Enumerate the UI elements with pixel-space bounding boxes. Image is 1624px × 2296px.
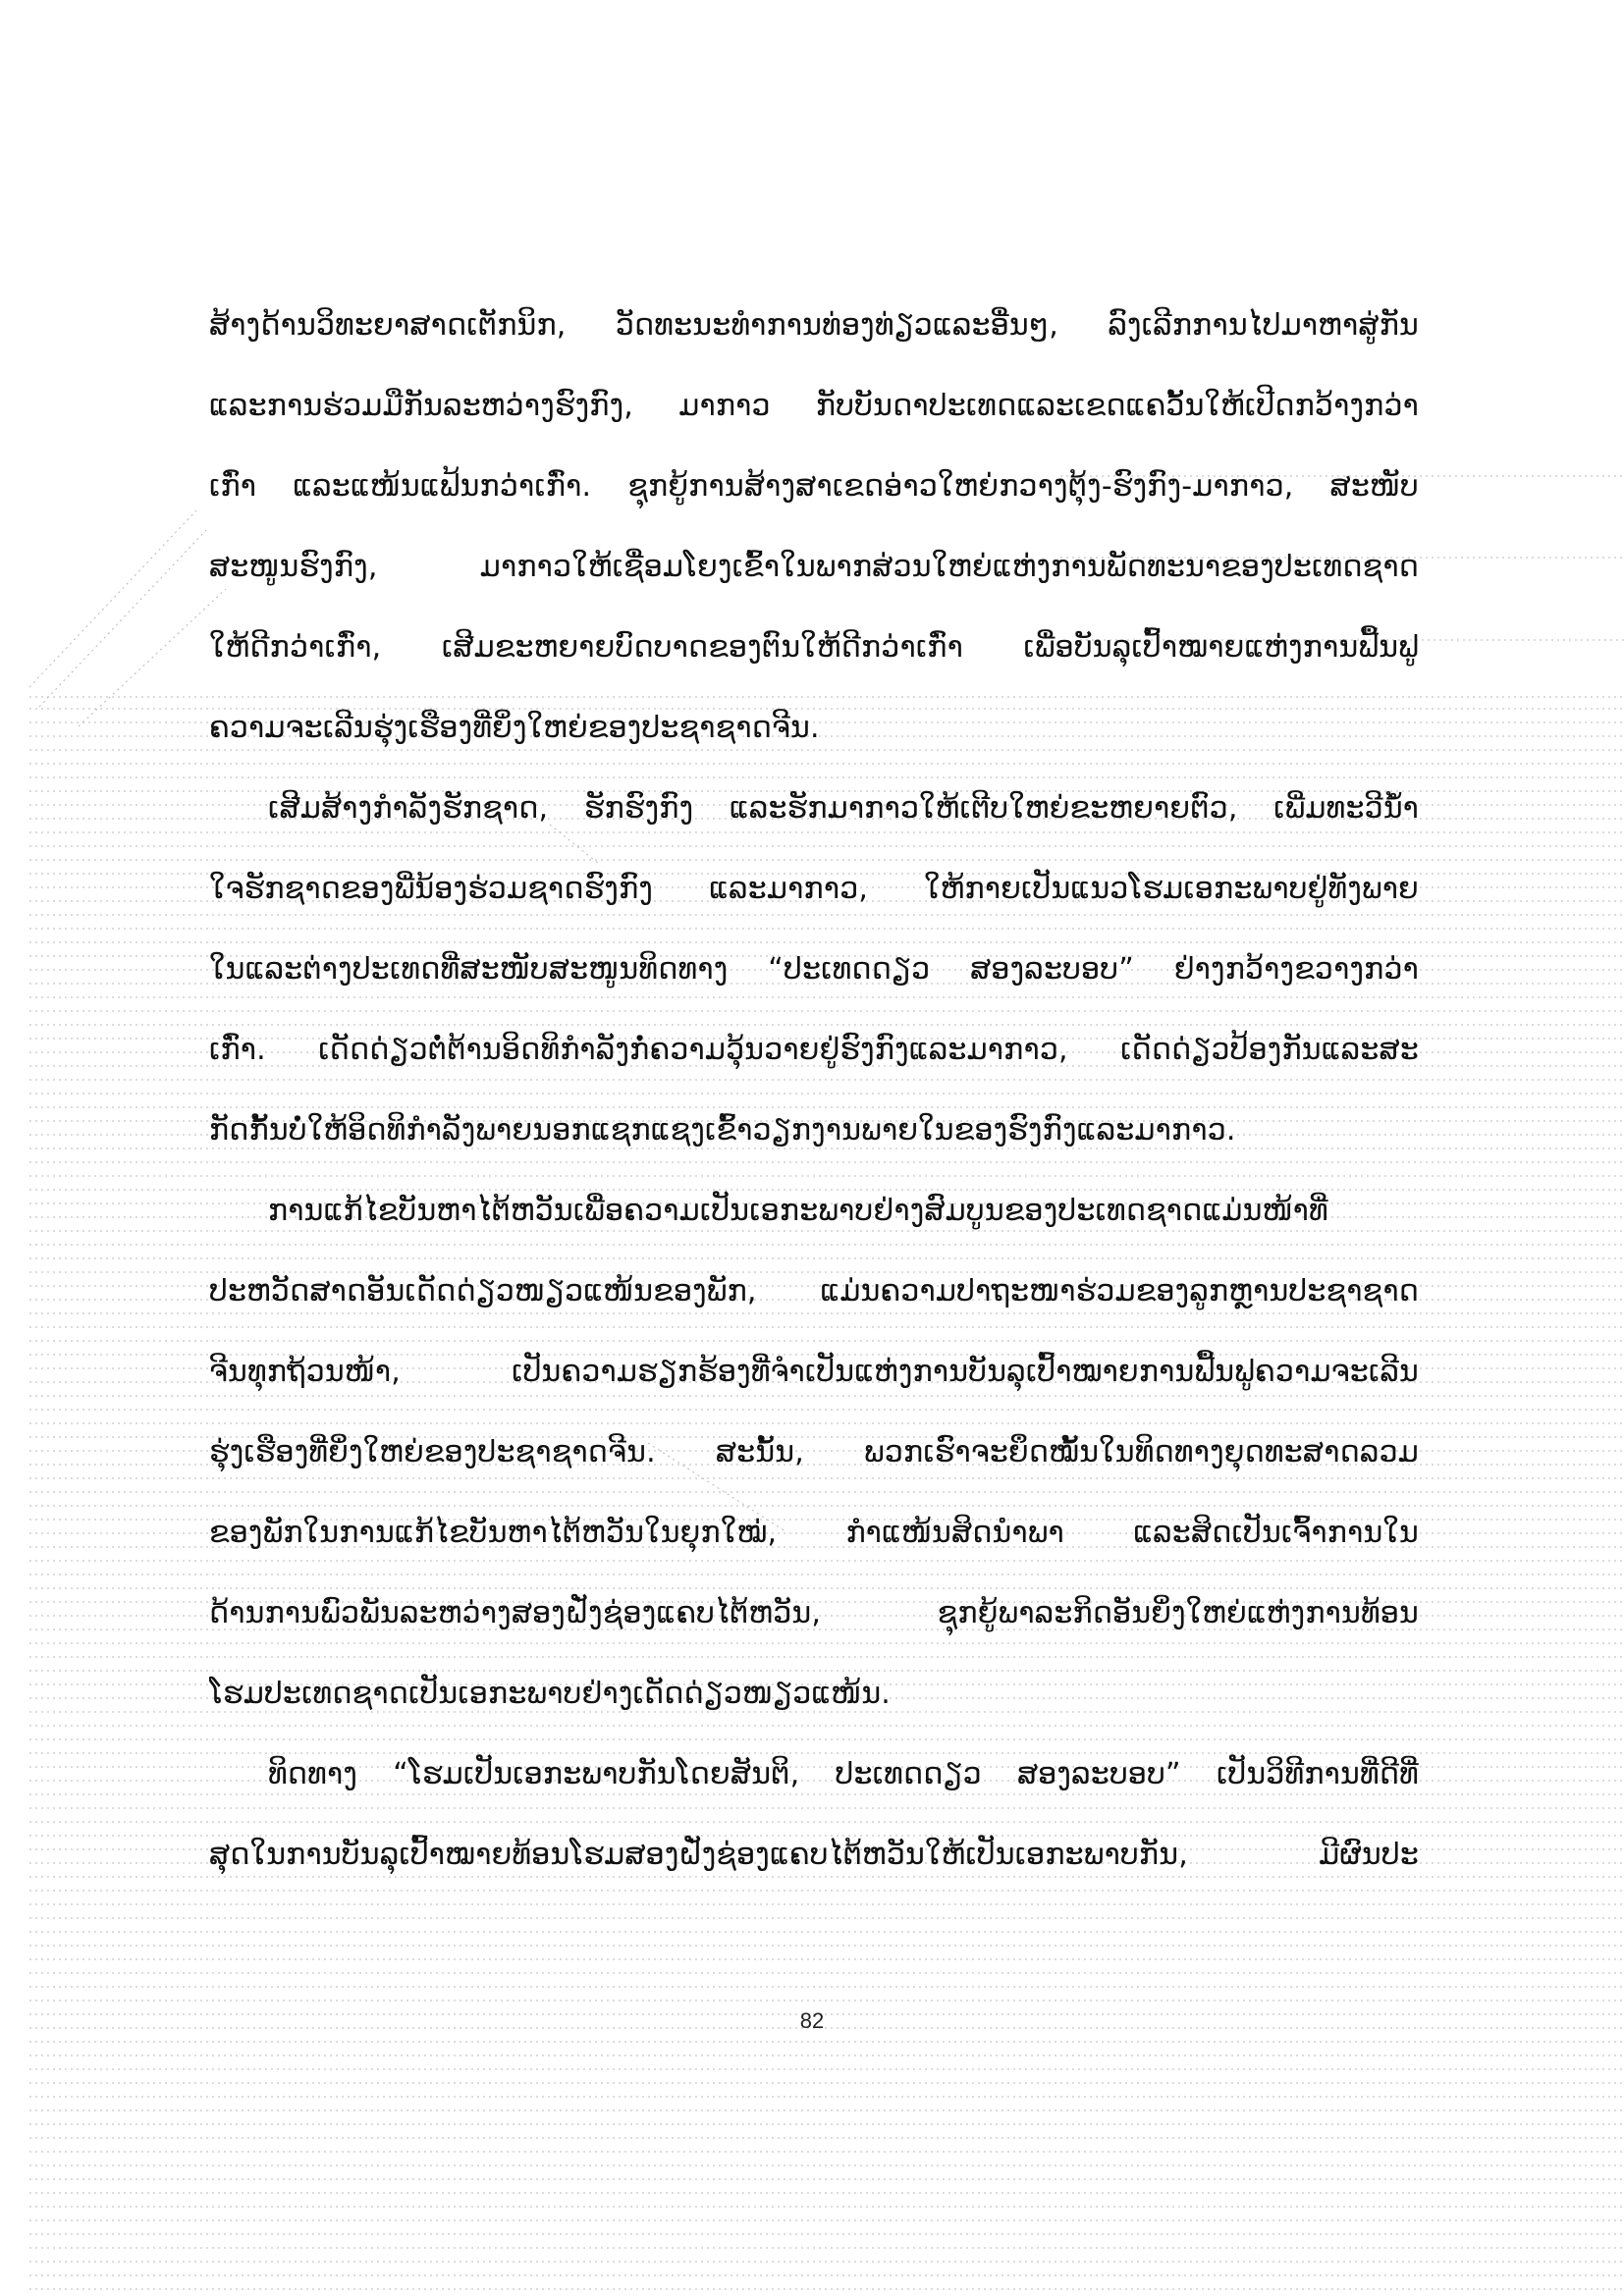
text-line: ເສີມສ້າງກຳລັງຮັກຊາດ, ຮັກຮົງກົງ ແລະຮັກມາກາວໃຫ້ເຕີບໃຫຍ່ຂະຫຍາຍຕົວ, ເພີ່ມທະວີນ້ຳ [268,791,1419,826]
text-line: ຂອງພັກໃນການແກ້ໄຂບັນຫາໄຕ້ຫວັນໃນຍຸກໃໝ່, ກຳແໜ້ນສິດນຳພາ ແລະສິດເປັນເຈົ້າການໃນ [209,1516,1419,1550]
text-line: ການແກ້ໄຂບັນຫາໄຕ້ຫວັນເພື່ອຄວາມເປັນເອກະພາບຢ່າງສົມບູນຂອງປະເທດຊາດແມ່ນໜ້າທີ່ [268,1194,1328,1228]
text-line: ຈີນທຸກຖ້ວນໜ້າ, ເປັນຄວາມຮຽກຮ້ອງທີ່ຈຳເປັນແຫ່ງການບັນລຸເປົ້າໝາຍການຟື້ນຟູຄວາມຈະເລີນ [209,1355,1419,1389]
text-line: ປະຫວັດສາດອັນເດັດດ່ຽວໜຽວແໜ້ນຂອງພັກ, ແມ່ນຄວາມປາຖະໜາຮ່ວມຂອງລູກຫຼານປະຊາຊາດ [209,1274,1419,1308]
paragraph-1 [209,296,1419,779]
text-line: ເກົ່າ. ເດັດດ່ຽວຕໍ່ຕ້ານອິດທິກຳລັງກໍ່ຄວາມວຸ້ນວາຍຢູ່ຮົງກົງແລະມາກາວ, ເດັດດ່ຽວປ້ອງກັນແລະສະ [209,1033,1419,1067]
text-line: ທິດທາງ “ໂຮມເປັນເອກະພາບກັນໂດຍສັນຕິ, ປະເທດດຽວ ສອງລະບອບ” ເປັນວິທີການທີ່ດີທີ່ [268,1757,1419,1791]
paragraph-2 [209,779,1419,1182]
text-line: ໃຫ້ດີກວ່າເກົ່າ, ເສີມຂະຫຍາຍບົດບາດຂອງຕົນໃຫ້ດີກວ່າເກົ່າ ເພື່ອບັນລຸເປົ້າໝາຍແຫ່ງການຟື້ນຟູ [209,630,1419,665]
text-line: ສຸດໃນການບັນລຸເປົ້າໝາຍທ້ອນໂຮມສອງຝັ່ງຊ່ອງແຄບໄຕ້ຫວັນໃຫ້ເປັນເອກະພາບກັນ, ມີຜົນປະ [209,1838,1419,1872]
text-line: ໃນແລະຕ່າງປະເທດທີ່ສະໜັບສະໜູນທິດທາງ “ປະເທດດຽວ ສອງລະບອບ” ຢ່າງກວ້າງຂວາງກວ່າ [209,952,1419,987]
text-line: ເກົ່າ ແລະແໜ້ນແຟ້ນກວ່າເກົ່າ. ຊຸກຍູ້ການສ້າງສາເຂດອ່າວໃຫຍ່ກວາງຕຸ້ງ-ຮົງກົງ-ມາກາວ, ສະໜັບ [209,469,1419,504]
text-line: ຄວາມຈະເລີນຮຸ່ງເຮືອງທີ່ຍິ່ງໃຫຍ່ຂອງປະຊາຊາດຈີນ. [209,711,820,745]
body-text [209,296,1419,1906]
text-line: ແລະການຮ່ວມມືກັນລະຫວ່າງຮົງກົງ, ມາກາວ ກັບບັນດາປະເທດແລະເຂດແຄວັ້ນໃຫ້ເປີດກວ້າງກວ່າ [209,389,1419,423]
page-number: 82 [799,2008,825,2033]
paragraph-4 [209,1745,1419,1906]
text-line: ສະໜູນຮົງກົງ, ມາກາວໃຫ້ເຊື່ອມໂຍງເຂົ້າໃນພາກສ່ວນໃຫຍ່ແຫ່ງການພັດທະນາຂອງປະເທດຊາດ [209,550,1419,584]
text-line: ໂຮມປະເທດຊາດເປັນເອກະພາບຢ່າງເດັດດ່ຽວໜຽວແໜ້ນ. [209,1677,892,1711]
text-line: ດ້ານການພົວພັນລະຫວ່າງສອງຝັ່ງຊ່ອງແຄບໄຕ້ຫວັນ, ຊຸກຍູ້ພາລະກິດອັນຍິ່ງໃຫຍ່ແຫ່ງການທ້ອນ [209,1596,1419,1630]
paragraph-3 [209,1182,1419,1745]
text-line: ຮຸ່ງເຮືອງທີ່ຍິ່ງໃຫຍ່ຂອງປະຊາຊາດຈີນ. ສະນັ້ນ, ພວກເຮົາຈະຍຶດໝັ້ນໃນທິດທາງຍຸດທະສາດລວມ [209,1435,1419,1469]
text-line: ໃຈຮັກຊາດຂອງພີ່ນ້ອງຮ່ວມຊາດຮົງກົງ ແລະມາກາວ, ໃຫ້ກາຍເປັນແນວໂຮມເອກະພາບຢູ່ທັງພາຍ [209,872,1419,906]
text-line: ສ້າງດ້ານວິທະຍາສາດເຕັກນິກ, ວັດທະນະທຳການທ່ອງທ່ຽວແລະອື່ນໆ, ລົງເລີກການໄປມາຫາສູ່ກັນ [209,308,1419,343]
text-line: ກັດກັ້ນບໍ່ໃຫ້ອິດທິກຳລັງພາຍນອກແຊກແຊງເຂົ້າວຽກງານພາຍໃນຂອງຮົງກົງແລະມາກາວ. [209,1113,1236,1148]
